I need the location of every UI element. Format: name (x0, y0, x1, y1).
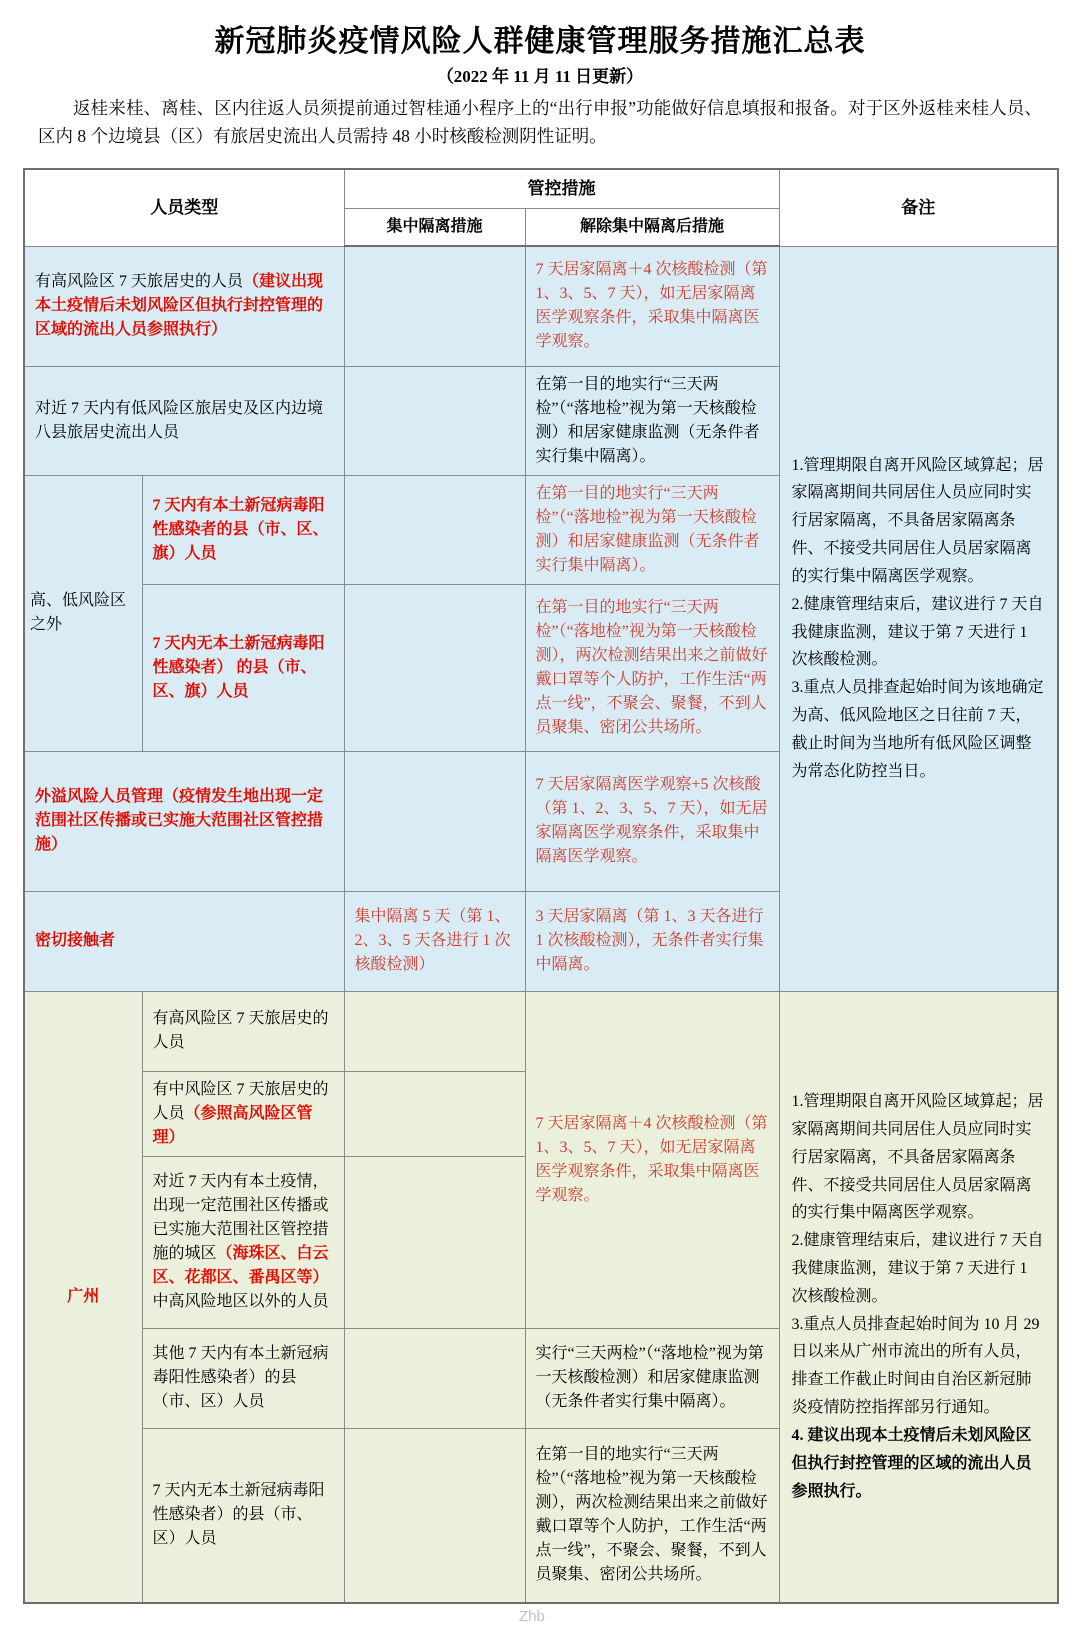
person-type-cell: 对近 7 天内有低风险区旅居史及区内边境八县旅居史流出人员 (24, 366, 344, 475)
remark-item-2: 2.健康管理结束后，建议进行 7 天自我健康监测，建议于第 7 天进行 1 次核酸检测。 (791, 1232, 1044, 1305)
isolation-cell-empty (344, 1328, 525, 1428)
isolation-cell-empty (344, 1156, 525, 1328)
table-row (24, 991, 1058, 1071)
remark-item-3: 3.重点人员排查起始时间为 10 月 29 日以来从广州市流出的所有人员，排查工作截止时间由自治区新冠肺炎疫情防控指挥部另行通知。 (791, 1315, 1040, 1417)
after-release-cell: 在第一目的地实行“三天两检”（“落地检”视为第一天核酸检测）和居家健康监测（无条件者实行集中隔离）。 (525, 366, 779, 475)
group-label-guangzhou: 广州 (24, 991, 142, 1603)
person-type-cell: 有高风险区 7 天旅居史的人员 (142, 991, 344, 1071)
person-note-red: （建议出现本土疫情后未划风险区但执行封控管理的区域的流出人员参照执行） (35, 273, 324, 338)
isolation-cell-empty (344, 1428, 525, 1603)
person-text: 有高风险区 7 天旅居史的人员 (35, 273, 244, 290)
col-header-remarks: 备注 (779, 169, 1058, 246)
isolation-cell: 集中隔离 5 天（第 1、2、3、5 天各进行 1 次核酸检测） (344, 891, 525, 991)
person-text: 有中风险区 7 天旅居史的人员 (152, 1080, 329, 1122)
after-release-cell: 在第一目的地实行“三天两检”（“落地检”视为第一天核酸检测），两次检测结果出来之前做好戴口罩等个人防护，工作生活“两点一线”，不聚会、聚餐，不到人员聚集、密闭公共场所。 (525, 584, 779, 751)
remark-item-1: 1.管理期限自离开风险区域算起；居家隔离期间共同居住人员应同时实行居家隔离，不具备居家隔离条件、不接受共同居住人员居家隔离的实行集中隔离医学观察。 (791, 1093, 1044, 1222)
col-header-after-release: 解除集中隔离后措施 (525, 208, 779, 246)
remark-item-4: 4. 建议出现本土疫情后未划风险区但执行封控管理的区域的流出人员参照执行。 (791, 1426, 1032, 1500)
person-type-cell (142, 1156, 344, 1328)
person-type-cell-spillover-risk: 外溢风险人员管理（疫情发生地出现一定范围社区传播或已实施大范围社区管控措施） (24, 751, 344, 891)
after-release-cell: 3 天居家隔离（第 1、3 天各进行 1 次核酸检测），无条件者实行集中隔离。 (525, 891, 779, 991)
person-type-cell-close-contacts: 密切接触者 (24, 891, 344, 991)
after-release-cell: 7 天居家隔离医学观察+5 次核酸（第 1、2、3、5、7 天），如无居家隔离医学观察条件，采取集中隔离医学观察。 (525, 751, 779, 891)
person-text: 中高风险地区以外的人员 (152, 1293, 329, 1310)
after-release-cell: 7 天居家隔离＋4 次核酸检测（第 1、3、5、7 天），如无居家隔离医学观察条件，采取集中隔离医学观察。 (525, 246, 779, 366)
after-release-cell: 在第一目的地实行“三天两检”（“落地检”视为第一天核酸检测）和居家健康监测（无条件者实行集中隔离）。 (525, 475, 779, 584)
person-type-cell (142, 1071, 344, 1156)
page-title: 新冠肺炎疫情风险人群健康管理服务措施汇总表 (214, 25, 866, 58)
group-label-outside-risk-areas: 高、低风险区之外 (24, 475, 142, 751)
remark-item-3: 3.重点人员排查起始时间为该地确定为高、低风险地区之日往前 7 天，截止时间为当地所有低风险区调整为常态化防控当日。 (791, 679, 1044, 780)
intro-paragraph: 返桂来桂、离桂、区内往返人员须提前通过智桂通小程序上的“出行申报”功能做好信息填报和报备。对于区外返桂来桂人员、区内 8 个边境县（区）有旅居史流出人员需持 48 小时核酸检测阴性证明。 (38, 98, 1042, 146)
after-release-cell: 在第一目的地实行“三天两检”（“落地检”视为第一天核酸检测），两次检测结果出来之前做好戴口罩等个人防护，工作生活“两点一线”，不聚会、聚餐，不到人员聚集、密闭公共场所。 (525, 1428, 779, 1603)
person-type-cell: 其他 7 天内有本土新冠病毒阳性感染者）的县（市、区）人员 (142, 1328, 344, 1428)
col-header-person-type: 人员类型 (24, 169, 344, 246)
remark-item-2: 2.健康管理结束后，建议进行 7 天自我健康监测，建议于第 7 天进行 1 次核酸检测。 (791, 595, 1044, 669)
person-text: 对近 7 天内有本土疫情，出现一定范围社区传播或已实施大范围社区管控措施的城区 (152, 1173, 329, 1262)
isolation-cell-empty (344, 246, 525, 366)
person-note-red: （海珠区、白云区、花都区、番禺区等） (152, 1245, 329, 1286)
isolation-cell-empty (344, 751, 525, 891)
person-type-cell (24, 246, 344, 366)
person-type-cell: 7 天内有本土新冠病毒阳性感染者的县（市、区、旗）人员 (142, 475, 344, 584)
watermark: Zhb (519, 1608, 545, 1625)
after-release-cell: 实行“三天两检”（“落地检”视为第一天核酸检测）和居家健康监测（无条件者实行集中隔离）。 (525, 1328, 779, 1428)
summary-table (23, 168, 1059, 1604)
isolation-cell-empty (344, 366, 525, 475)
person-type-cell: 7 天内无本土新冠病毒阳性感染者） 的县（市、区、旗）人员 (142, 584, 344, 751)
col-header-control-measures: 管控措施 (344, 169, 779, 208)
after-release-cell-merged: 7 天居家隔离＋4 次核酸检测（第 1、3、5、7 天），如无居家隔离医学观察条件，采取集中隔离医学观察。 (525, 991, 779, 1328)
person-note-red: （参照高风险区管理） (152, 1104, 313, 1146)
remark-item-1: 1.管理期限自离开风险区域算起；居家隔离期间共同居住人员应同时实行居家隔离，不具备居家隔离条件、不接受共同居住人员居家隔离的实行集中隔离医学观察。 (791, 456, 1044, 585)
col-header-centralized-isolation: 集中隔离措施 (344, 208, 525, 246)
remarks-cell-guangzhou (779, 991, 1058, 1603)
isolation-cell-empty (344, 1071, 525, 1156)
isolation-cell-empty (344, 475, 525, 584)
remarks-cell-region (779, 246, 1058, 991)
isolation-cell-empty (344, 991, 525, 1071)
isolation-cell-empty (344, 584, 525, 751)
person-type-cell: 7 天内无本土新冠病毒阳性感染者）的县（市、区）人员 (142, 1428, 344, 1603)
update-date: （2022 年 11 月 11 日更新） (436, 67, 644, 86)
table-row (24, 246, 1058, 366)
header-row-1 (24, 169, 1058, 208)
